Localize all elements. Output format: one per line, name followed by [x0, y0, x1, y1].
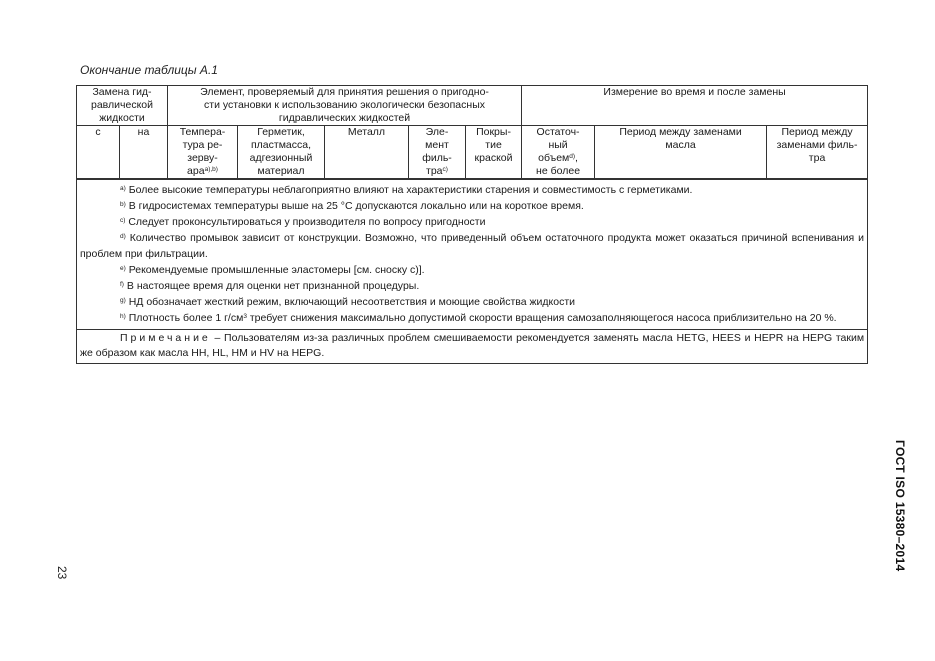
standard-designation: ГОСТ ISO 15380–2014	[893, 440, 907, 572]
remark-row	[77, 330, 868, 364]
footnote-c: $^{c)}$ Следует проконсультироваться у производителя по вопросу пригодности	[120, 216, 486, 228]
footnote-e: $^{e)}$ Рекомендуемые промышленные эластомеры [см. сноску с)].	[120, 264, 425, 276]
remark-cell	[77, 330, 868, 364]
table-caption: Окончание таблицы А.1	[80, 63, 218, 77]
subheader-filter-element: Эле- мент филь- тра$^{c)}$	[409, 126, 466, 180]
subheader-sealant: Герметик, пластмасса, адгезионный материал	[238, 126, 325, 180]
footnote-h: $^{h)}$ Плотность более 1 $г/см^3$ требует снижения максимально допустимой скорости вращения самозаполняющегося насоса приблизительно на 20 %.	[120, 312, 837, 324]
footnote-f: $^{f)}$ В настоящее время для оценки нет признанной процедуры.	[120, 280, 420, 292]
subheader-from: с	[77, 126, 120, 180]
subheader-row	[77, 126, 868, 180]
subheader-metal: Металл	[325, 126, 409, 180]
header-row	[77, 86, 868, 126]
subheader-temperature: Темпера- тура ре- зерву- ара$^{a),b)}$	[168, 126, 238, 180]
footnotes-cell	[77, 179, 868, 330]
header-replacement: Замена гид- равлической жидкости	[77, 86, 168, 126]
footnote-a: $^{a)}$ Более высокие температуры неблагоприятно влияют на характеристики старения и совместимость с герметиками.	[120, 184, 693, 196]
footnote-b: $^{b)}$ В гидросистемах температуры выше на 25 °С допускаются локально или на короткое время.	[120, 200, 584, 212]
footnote-d: $^{d)}$ Количество промывок зависит от конструкции. Возможно, что приведенный объем остаточного продукта может оказаться причиной вспенивания и проблем при фильтрации.	[80, 232, 865, 260]
subheader-paint: Покры- тие краской	[466, 126, 522, 180]
subheader-oil-period: Период между заменами масла	[595, 126, 767, 180]
header-element: Элемент, проверяемый для принятия решения о пригодно- сти установки к использованию экологически безопасных гидравлических жидкостей	[168, 86, 522, 126]
subheader-filter-period: Период между заменами филь- тра	[767, 126, 868, 180]
subheader-residual-volume: Остаточ- ный объем$^{d)}$, не более	[522, 126, 595, 180]
remark-text: – Пользователям из-за различных проблем смешиваемости рекомендуется заменять масла HETG, HEES и HEPR на HEPG таким же образом как масла HH, HL, HM и HV на HEPG.	[80, 332, 865, 359]
page-number: 23	[55, 566, 69, 580]
footnote-g: $^{g)}$ НД обозначает жесткий режим, включающий несоответствия и моющие свойства жидкости	[120, 296, 576, 308]
subheader-to: на	[120, 126, 168, 180]
remark-label: Примечание	[120, 332, 211, 344]
footnotes-row	[77, 179, 868, 330]
table-a1-end	[76, 85, 868, 364]
header-measurement: Измерение во время и после замены	[522, 86, 868, 126]
